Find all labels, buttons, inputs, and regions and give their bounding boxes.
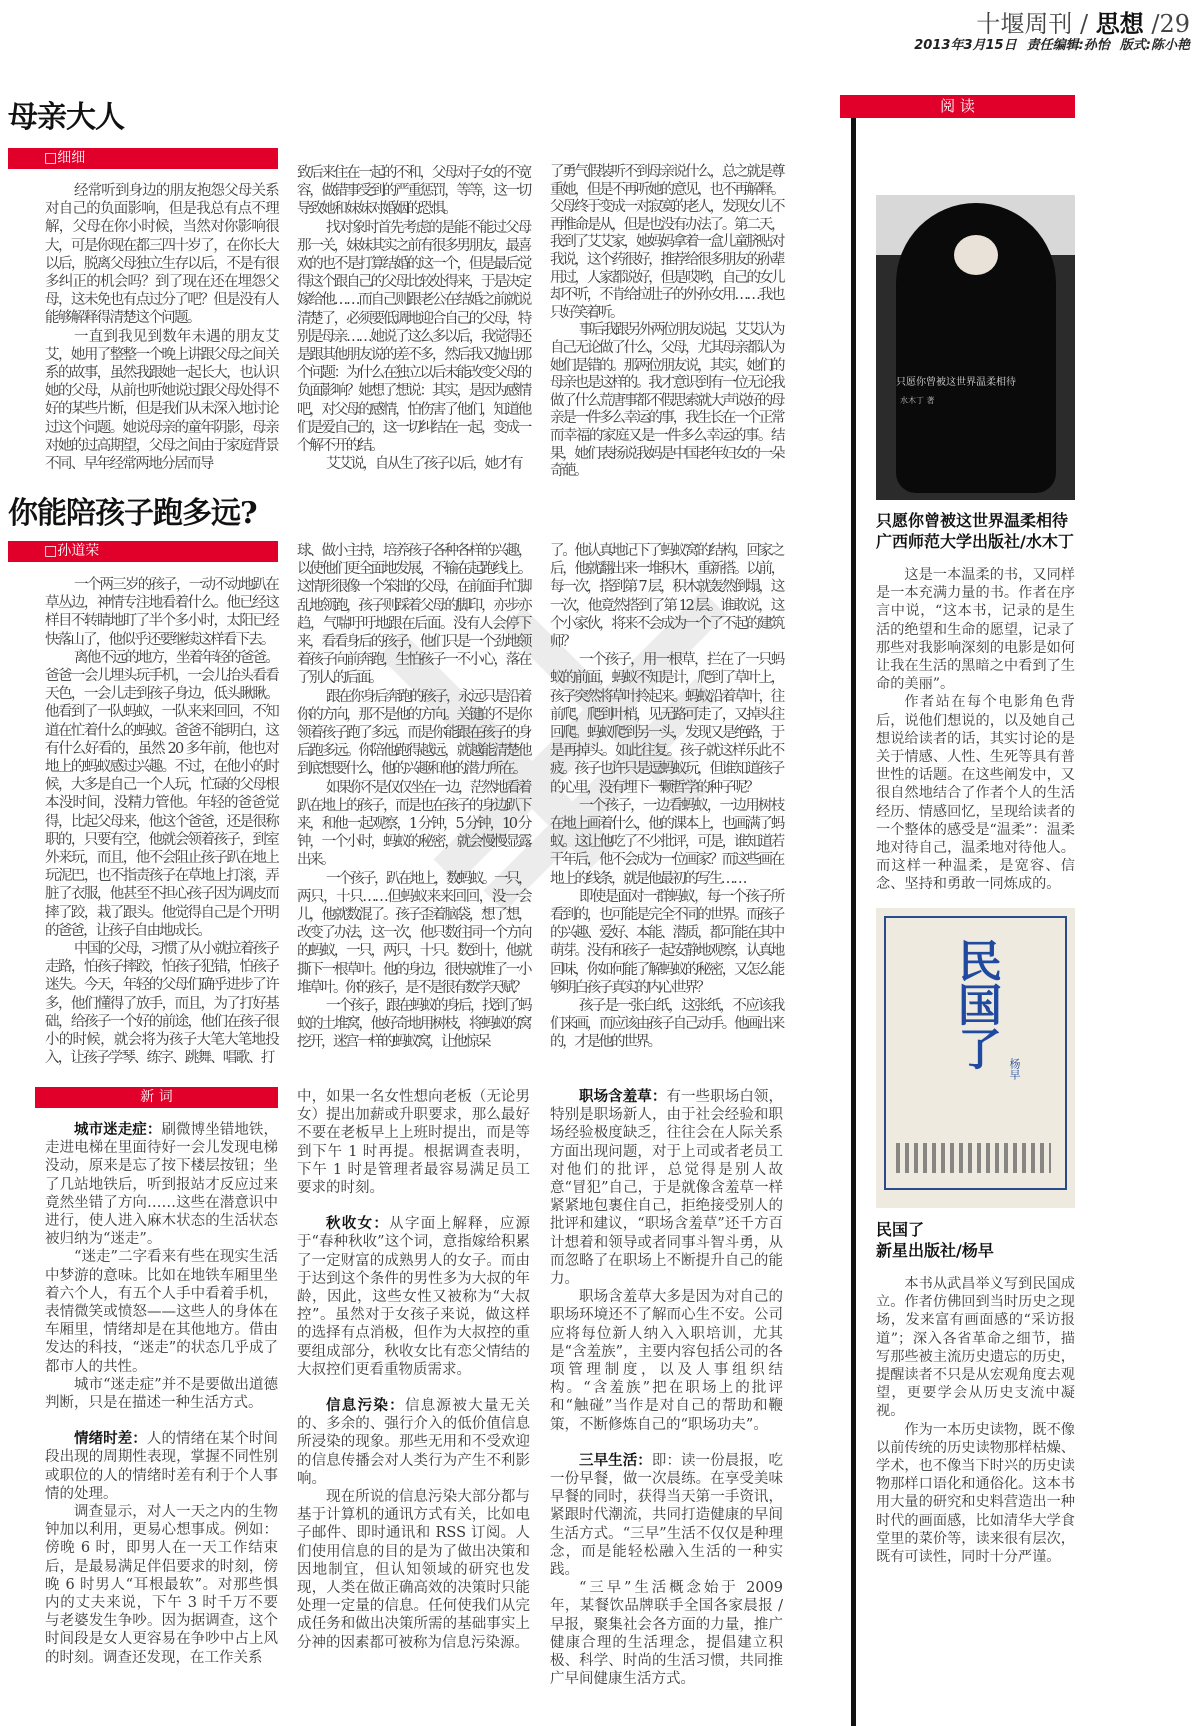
paragraph: 即使是面对一群蚂蚁，每一个孩子所看到的，也可能是完全不同的世界。而孩子的兴趣、爱好、本能、潜质，都可能在其中萌芽。没有和孩子一起安静地观察，认真地回味，你如何能了解蚂蚁的秘密，又怎么能够明白孩子真实的内心世界？: [550, 888, 783, 996]
paragraph: 这是一本温柔的书，又同样是一本充满力量的书。作者在序言中说，“这本书，记录的是生活的绝望和生命的愿望，记录了那些对我影响深刻的电影是如何让我在生活的黑暗之中看到了生命的美丽”。: [876, 567, 1075, 693]
paragraph: 一个孩子，用一根草，拦在了一只蚂蚁的前面，蚂蚁不知是计，爬到了草叶上，孩子突然将草叶拎起来。蚂蚁沿着草叶，往前爬，爬到叶梢，见无路可走了，又掉头往回爬。蚂蚁爬到另一头，发现又是绝路，于是再掉头。如此往复。孩子就这样乐此不疲。孩子也许只是逗蚂蚁玩，但谁知道孩子的心里，没有埋下一颗哲学的种子呢？: [550, 652, 783, 796]
paragraph: 一个孩子，一边看蚂蚁，一边用树枝在地上画着什么，他的课本上，也画满了蚂蚁。这让他吃了不少批评，可是，谁知道若干年后，他不会成为一位画家？而这些画在地上的线条，就是他最初的写生……: [550, 797, 783, 887]
paragraph: 找对象时首先考虑的是能不能过父母那一关，妹妹其实之前有很多男朋友，最喜欢的也不是打算结婚的这一个，但是最后觉得这个跟自己的父母比较处得来，于是决定嫁给他……而自己则跟老公在结婚之前就说清楚了，必须要低调地迎合自己的父母，特别是母亲……她说了这么多以后，我觉得还是跟其他朋友说的差不多，然后我又抛出那个问题：为什么在独立以后未能改变父母的负面影响？她想了想说：其实，是因为感情吧，对父母的感情，怕伤害了他们，知道他们是爱自己的，这一切纠结在一起，变成一个解不开的结。: [297, 219, 530, 455]
sidebar-label-reading: 阅 读: [840, 95, 1075, 118]
section-label-newwords: 新 词: [35, 1087, 278, 1108]
book-cover-2: [876, 908, 1075, 1208]
term-heading: 三早生活：: [579, 1451, 652, 1469]
paragraph: 球、做小主持，培养孩子各种各样的兴趣，以使他们更全面地发展，不输在起跑线上。这情形很像一个笨拙的父母，在前面手忙脚乱地领跑，孩子则踩着父母的脚印，亦步亦趋，气喘吁吁地跟在后面。没有人会停下来，看看身后的孩子，他们只是一个劲地领着孩子向前奔跑，生怕孩子一不小心，落在了别人的后面。: [297, 543, 530, 687]
book-cover-1: [876, 195, 1075, 500]
issue-date: 2013年3月15日: [914, 38, 1017, 53]
book-title: 只愿你曾被这世界温柔相待: [876, 511, 1069, 530]
book-publisher: 新星出版社/杨早: [876, 1241, 994, 1260]
newwords-column: [297, 1088, 530, 1652]
cover-author: 水木丁 著: [900, 396, 935, 405]
paragraph: 跟在你身后奔跑的孩子，永远只是沿着你的方向，那不是他的方向。关键的不是你领着孩子跑了多远，而是你能跟在孩子的身后跑多远。你陪他跑得越远，就越能清楚他到底想要什么，他的兴趣和他的潜力所在。: [297, 688, 530, 778]
paragraph: 离他不远的地方，坐着年轻的爸爸。爸爸一会儿埋头玩手机，一会儿抬头看看天色，一会儿走到孩子身边，低头瞅瞅。他看到了一队蚂蚁，一队来来回回，不知道在忙着什么的蚂蚁。爸爸不能明白，这有什么好看的，虽然 20 多年前，他也对地上的蚂蚁感过兴趣。不过，在他小的时候，大多是自己一个人玩，忙碌的父母根本没时间，没精力管他。年轻的爸爸觉得，比起父母来，他这个爸爸，还是很称职的，只要有空，他就会领着孩子，到室外来玩，而且，他不会阻止孩子趴在地上玩泥巴，也不指责孩子在草地上打滚，弄脏了衣服，他甚至不担心孩子因为调皮而摔了跤，栽了跟头。他觉得自己是个开明的爸爸，让孩子自由地成长。: [45, 649, 278, 939]
term-heading: 职场含羞草：: [579, 1088, 667, 1105]
article-column: [550, 164, 783, 481]
paragraph: “三早”生活概念始于 2009 年，某餐饮品牌联手全国各家晨报 / 早报，聚集社会各方面的力量，推广健康合理的生活理念，提倡建立积极、科学、时尚的生活习惯，共同推广早间健康生活方式。: [550, 1580, 783, 1688]
editor-credit: 责任编辑:孙怡: [1026, 38, 1110, 53]
paragraph: 一直到我见到数年未遇的朋友艾艾，她用了整整一个晚上讲跟父母之间关系的故事，虽然我跟她一起长大，也认识她的父母，从前也听她说过跟父母处得不好的某些片断，但是我们从未深入地讨论过这个问题。她说母亲的童年阴影，母亲对她的过高期望，父母之间由于家庭背景不同、早年经常两地分居而导: [45, 328, 278, 473]
paragraph: 事后我跟另外两位朋友说起，艾艾认为自己无论做了什么，父母，尤其母亲都认为她们是错的。那两位朋友说，其实，她们的母亲也是这样的。我才意识到有一位无论我做了什么荒唐事都不假思索就大声说好的母亲是一件多么幸运的事，我生长在一个正常而幸福的家庭又是一件多么幸运的事。结果，她们表扬说我妈是中国老年妇女的一朵奇葩。: [550, 322, 783, 480]
article-title: 母亲大人: [8, 100, 124, 135]
masthead: 十堰周刊 / 思想 /29: [976, 9, 1190, 38]
paper-name: 十堰周刊: [976, 10, 1073, 38]
paragraph: 三早生活：即：读一份晨报，吃一份早餐，做一次晨练。在享受美味早餐的同时，获得当天第一手资讯，紧跟时代潮流，共同打造健康的早间生活方式。“三早”生活不仅仅是种理念，而是能轻松融入生活的一种实践。: [550, 1451, 784, 1579]
paragraph: 孩子是一张白纸，这张纸，不应该我们来画，而应该由孩子自己动手。他画出来的，才是他的世界。: [550, 998, 783, 1051]
paragraph: 现在所说的信息污染大部分都与基于计算机的通讯方式有关，比如电子邮件、即时通讯和 RSS 订阅。人们使用信息的目的是为了做出决策和因地制宜，但认知领域的研究也发现，人类在做正确高效的决策时只能处理一定量的信息。任何使我们从完成任务和做出决策所需的基础事实上分神的因素都可被称为信息污染源。: [297, 1489, 530, 1651]
figure-face: [954, 235, 998, 275]
dateline: [904, 34, 1190, 53]
paragraph: 作者站在每个电影角色背后，说他们想说的，以及她自己想说给读者的话，其实讨论的是关于情感、人性、生死等具有普世性的话题。在这些阐发中，又很自然地结合了作者个人的生活经历、情感回忆，呈现给读者的一个整体的感受是“温柔”：温柔地对待自己，温柔地对待他人。而这样一种温柔，是宽容、信念、坚持和勇敢一同炼成的。: [876, 694, 1075, 893]
paragraph: 一个两三岁的孩子，一动不动地趴在草丛边，神情专注地看着什么。他已经这样目不转睛地盯了半个多小时，太阳已经快落山了，他似乎还要继续这样看下去。: [45, 577, 278, 648]
paragraph: 职场含羞草：有一些职场白领，特别是职场新人，由于社会经验和职场经验极度缺乏，往往会在人际关系方面出现问题，对于上司或者老员工对他们的批评，总觉得是别人故意“冒犯”自己，于是就像含羞草一样紧紧地包裹住自己，拒绝接受别人的批评和建议，“职场含羞草”还千方百计想着和领导或者同事斗智斗勇，从而忽略了在职场上不断提升自己的能力。: [550, 1088, 784, 1288]
paragraph: 城市“迷走症”并不是要做出道德判断，只是在描述一种生活方式。: [45, 1376, 278, 1412]
newwords-column: [45, 1121, 278, 1667]
paragraph: 调查显示，对人一天之内的生物钟加以利用，更易心想事成。例如：傍晚 6 时，即男人在一天工作结束后，是最易满足伴侣要求的时刻，傍晚 6 时男人“耳根最软”。对那些惧内的丈夫来说，下午 3 时千万不要与老婆发生争吵。因为据调查，这个时间段是女人更容易在争吵中占上风的时刻。调查还发现，在工作关系: [45, 1504, 278, 1666]
paragraph: 了勇气假装听不到母亲说什么，总之就是尊重她，但是不再听她的意见，也不再解释。父母终于变成一对寂寞的老人，发现女儿不再惟命是从，但是也没有办法了。第二天，我到了艾艾家，她妈妈拿着一盒儿童脐贴对我说，这个药很好，推荐给很多朋友的孙辈用过，人家都说好，但是哎哟，自己的女儿却不听，不肯给拉肚子的外孙女用……我也只好笑着听。: [550, 164, 783, 321]
book-review: [876, 1275, 1075, 1566]
cover-author: 杨早: [1008, 1058, 1021, 1080]
paragraph: 情绪时差：人的情绪在某个时间段出现的周期性表现，掌握不同性别或职位的人的情绪时差有利于个人事情的处理。: [45, 1430, 279, 1502]
article-column: [550, 542, 783, 1052]
paragraph: 了。他认真地记下了蚂蚁窝的结构，回家之后，他就翻出来一堆积木，重新搭。以前，每一次，搭到第 7 层，积木就轰然倒塌，这一次，他竟然搭到了第 12 层。谁敢说，这个小家伙，将来不会成为一个了不起的建筑师？: [550, 543, 783, 651]
paragraph: 一个孩子，跟在蚂蚁的身后，找到了蚂蚁的土堆窝，他好奇地用树枝，将蚂蚁的窝挖开，迷宫一样的蚂蚁窝，让他惊呆: [297, 998, 530, 1051]
article-byline: □孙道荣: [8, 541, 278, 562]
paragraph: 经常听到身边的朋友抱怨父母关系对自己的负面影响，但是我总有点不理解，父母在你小时候，当然对你影响很大，可是你现在都三四十岁了，在你长大以后，脱离父母独立生存以后，不是有很多纠正的机会吗？到了现在还在埋怨父母，这未免也有点过分了吧？但是没有人能够解释得清楚这个问题。: [45, 183, 278, 327]
section-name: 思想: [1095, 9, 1144, 38]
paragraph: 如果你不是仅仅坐在一边，茫然地看着趴在地上的孩子，而是也在孩子的身边趴下来，和他一起观察，1 分钟，5 分钟，10 分钟，一个小时，蚂蚁的秘密，就会慢慢显露出来。: [297, 779, 530, 869]
paragraph: 致后来住在一起的不和，父母对子女的不宽容，做错事受到的严重惩罚，等等，这一切导致她和妹妹对婚姻的恐惧。: [297, 165, 530, 218]
paragraph: 中国的父母，习惯了从小就拉着孩子走路，怕孩子摔跤，怕孩子犯错，怕孩子迷失。今天，年轻的父母们确乎进步了许多，他们懂得了放手，而且，为了打好基础，给孩子一个好的前途，他们在孩子很小的时候，就会将为孩子大笔大笔地投入，让孩子学琴、练字、跳舞、唱歌、打: [45, 941, 278, 1067]
article-column: [45, 576, 278, 1067]
paragraph: “迷走”二字看来有些在现实生活中梦游的意味。比如在地铁车厢里坐着六个人，有五个人手中看着手机，表情微笑或愤怒——这些人的身体在车厢里，情绪却是在其他地方。借由发达的科技，“迷走”的状态几乎成了都市人的共性。: [45, 1249, 278, 1375]
paragraph: 城市迷走症：刷微博坐错地铁，走进电梯在里面待好一会儿发现电梯没动，原来是忘了按下楼层按钮；坐了几站地铁后，听到报站才反应过来竟然坐错了方向……这些在潜意识中进行，使人进入麻木状态的生活状态被归纳为“迷走”。: [45, 1121, 279, 1248]
paragraph: 一个孩子，趴在地上，数蚂蚁。一只，两只，十只……但蚂蚁来来回回，没一会儿，他就数混了。孩子歪着脑袋，想了想，改变了办法，这一次，他只数往同一个方向的蚂蚁，一只，两只，十只。数到十，他就撕下一根草叶。他的身边，很快就堆了一小堆草叶。你的孩子，是不是很有数学天赋？: [297, 870, 530, 996]
paragraph: 中，如果一名女性想向老板（无论男女）提出加薪或升职要求，那么最好不要在老板早上上班时提出，而是等到下午 1 时再提。根据调查表明，下午 1 时是管理者最容易满足员工要求的时刻。: [297, 1089, 530, 1197]
cover-title: 民国了: [950, 938, 1001, 1070]
term-heading: 秋收女：: [326, 1215, 390, 1233]
article-byline: □细细: [8, 148, 278, 169]
article-title: 你能陪孩子跑多远?: [8, 496, 257, 531]
page-number: /29: [1151, 10, 1190, 38]
paragraph: 职场含羞草大多是因为对自己的职场环境还不了解而心生不安。公司应将每位新人纳入入职培训，尤其是“含羞族”，主要内容包括公司的各项管理制度，以及人事组织结构。“含羞族”把在职场上的批评和“触碰”当作是对自己的帮助和鞭策，不断修炼自己的“职场功夫”。: [550, 1289, 783, 1433]
term-heading: 城市迷走症：: [74, 1121, 162, 1138]
newwords-column: [550, 1088, 783, 1689]
article-column: [45, 182, 278, 473]
article-column: [297, 164, 530, 473]
term-heading: 情绪时差：: [74, 1430, 147, 1448]
paragraph: 信息污染：信息源被大量无关的、多余的、强行介入的低价值信息所浸染的现象。那些无用和不受欢迎的信息传播会对人类行为产生不利影响。: [297, 1397, 531, 1487]
cover-figures: [896, 1143, 1051, 1173]
book-title: 民国了: [876, 1220, 925, 1239]
cover-title: 只愿你曾被这世界温柔相待: [896, 377, 1016, 388]
sidebar-divider: [851, 118, 856, 1726]
term-heading: 信息污染：: [326, 1397, 405, 1415]
book-review: [876, 566, 1075, 894]
paragraph: 秋收女：从字面上解释，应源于“春种秋收”这个词，意指嫁给积累了一定财富的成熟男人的女子。而由于达到这个条件的男性多为大叔的年龄，因此，这些女性又被称为“大叔控”。虽然对于女孩子来说，做这样的选择有点消极，但作为大叔控的重要组成部分，秋收女比有恋父情结的大叔控们更看重物质需求。: [297, 1215, 531, 1378]
paragraph: 艾艾说，自从生了孩子以后，她才有: [326, 456, 522, 473]
article-column: [297, 542, 530, 1052]
layout-credit: 版式:陈小艳: [1119, 38, 1190, 53]
paragraph: 作为一本历史读物，既不像以前传统的历史读物那样枯燥、学术，也不像当下时兴的历史读物那样口语化和通俗化。这本书用大量的研究和史料营造出一种时代的画面感，比如清华大学食堂里的菜价等，读来很有层次，既有可读性，同时十分严谨。: [876, 1421, 1075, 1566]
book-publisher: 广西师范大学出版社/水木丁: [876, 532, 1074, 551]
paragraph: 本书从武昌举义写到民国成立。作者仿佛回到当时历史之现场，发来富有画面感的“采访报道”；深入各省革命之细节，描写那些被主流历史遗忘的历史，提醒读者不只是从宏观角度去观望，更要学会从历史支流中凝视。: [876, 1276, 1075, 1420]
